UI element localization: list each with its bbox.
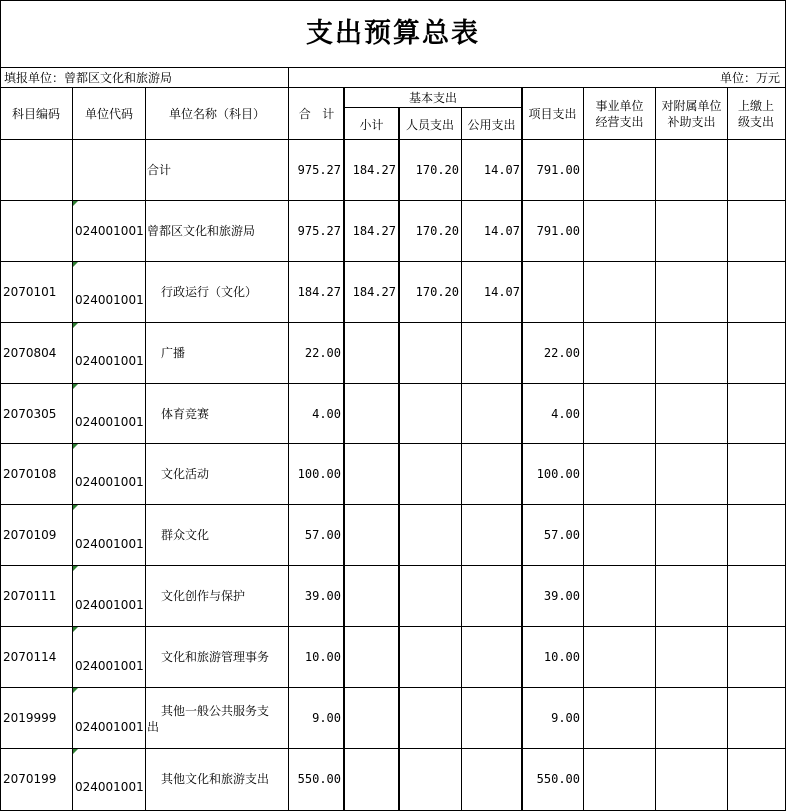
row-unit-code: 024001001 — [75, 659, 144, 673]
row-project: 39.00 — [543, 589, 580, 603]
row-project: 550.00 — [536, 772, 580, 786]
col-line — [145, 87, 146, 811]
title-divider — [0, 67, 786, 68]
col-line — [461, 107, 462, 811]
row-total: 10.00 — [304, 650, 341, 664]
row-personnel: 170.20 — [415, 163, 459, 177]
row-line — [0, 565, 786, 566]
row-total: 4.00 — [312, 407, 341, 421]
col-line-bold — [343, 87, 345, 811]
row-total: 975.27 — [297, 224, 341, 238]
col-line — [583, 87, 584, 811]
header-total: 合 计 — [298, 107, 335, 121]
row-total: 57.00 — [304, 528, 341, 542]
col-line — [288, 87, 289, 811]
row-line — [0, 504, 786, 505]
row-name: 其他文化和旅游支出 — [161, 772, 270, 786]
unit-label: 单位：万元 — [719, 71, 780, 85]
row-name: 文化活动 — [161, 467, 210, 481]
row-code: 2019999 — [3, 711, 57, 725]
header-basic: 基本支出 — [408, 91, 457, 105]
row-line — [0, 322, 786, 323]
row-project: 100.00 — [536, 467, 580, 481]
row-name: 曾都区文化和旅游局 — [147, 224, 256, 238]
row-code: 2070114 — [3, 650, 57, 664]
row-name: 体育竞赛 — [161, 407, 210, 421]
sheet-title: 支出预算总表 — [306, 18, 480, 49]
row-code: 2070804 — [3, 346, 57, 360]
header-subject-code: 科目编码 — [11, 107, 60, 121]
info-divider — [0, 87, 786, 88]
row-code: 2070111 — [3, 589, 57, 603]
basic-header-divider — [344, 107, 522, 108]
row-code: 2070108 — [3, 467, 57, 481]
header-unit-name: 单位名称（科目） — [168, 107, 265, 121]
row-line — [0, 443, 786, 444]
col-line — [655, 87, 656, 811]
cell-marker-icon — [73, 323, 78, 328]
row-line — [0, 626, 786, 627]
row-code: 2070109 — [3, 528, 57, 542]
col-line-bold — [521, 87, 523, 811]
row-name: 广播 — [161, 346, 186, 360]
header-personnel: 人员支出 — [405, 118, 454, 132]
row-total: 184.27 — [297, 285, 341, 299]
row-name-line2: 出 — [147, 720, 160, 734]
info-separator — [288, 67, 289, 87]
row-name-line1: 其他一般公共服务支 — [161, 704, 270, 718]
row-name: 合计 — [147, 163, 172, 177]
row-name: 群众文化 — [161, 528, 210, 542]
row-subtotal: 184.27 — [352, 163, 396, 177]
header-upper-line2: 级支出 — [737, 115, 774, 129]
row-name: 行政运行（文化） — [161, 285, 258, 299]
row-public: 14.07 — [483, 163, 520, 177]
row-line — [0, 748, 786, 749]
row-line — [0, 687, 786, 688]
row-name: 文化创作与保护 — [161, 589, 246, 603]
cell-marker-icon — [73, 262, 78, 267]
row-total: 39.00 — [304, 589, 341, 603]
row-name: 文化和旅游管理事务 — [161, 650, 270, 664]
row-project: 4.00 — [551, 407, 580, 421]
cell-marker-icon — [73, 688, 78, 693]
row-personnel: 170.20 — [415, 285, 459, 299]
row-unit-code: 024001001 — [75, 537, 144, 551]
row-unit-code: 024001001 — [75, 598, 144, 612]
row-public: 14.07 — [483, 285, 520, 299]
row-project: 791.00 — [536, 163, 580, 177]
row-personnel: 170.20 — [415, 224, 459, 238]
header-subsidy-line2: 补助支出 — [667, 115, 716, 129]
row-total: 9.00 — [312, 711, 341, 725]
row-project: 9.00 — [551, 711, 580, 725]
cell-marker-icon — [73, 444, 78, 449]
col-line — [727, 87, 728, 811]
row-unit-code: 024001001 — [75, 354, 144, 368]
row-subtotal: 184.27 — [352, 285, 396, 299]
row-unit-code: 024001001 — [75, 475, 144, 489]
row-line — [0, 200, 786, 201]
row-subtotal: 184.27 — [352, 224, 396, 238]
header-unit-code: 单位代码 — [84, 107, 133, 121]
header-subsidy-line1: 对附属单位 — [661, 99, 722, 113]
col-line — [72, 87, 73, 811]
header-bottom — [0, 139, 786, 140]
row-unit-code: 024001001 — [75, 224, 144, 238]
row-project: 791.00 — [536, 224, 580, 238]
col-line-bold — [398, 107, 400, 811]
row-total: 550.00 — [297, 772, 341, 786]
border-top — [0, 0, 786, 1]
row-total: 100.00 — [297, 467, 341, 481]
row-unit-code: 024001001 — [75, 415, 144, 429]
row-project: 10.00 — [543, 650, 580, 664]
row-line — [0, 261, 786, 262]
header-business-line1: 事业单位 — [595, 99, 644, 113]
header-business-line2: 经营支出 — [595, 115, 644, 129]
row-public: 14.07 — [483, 224, 520, 238]
row-line — [0, 383, 786, 384]
cell-marker-icon — [73, 384, 78, 389]
cell-marker-icon — [73, 566, 78, 571]
border-left — [0, 0, 1, 811]
cell-marker-icon — [73, 749, 78, 754]
row-code: 2070305 — [3, 407, 57, 421]
row-project: 22.00 — [543, 346, 580, 360]
cell-marker-icon — [73, 201, 78, 206]
row-total: 975.27 — [297, 163, 341, 177]
cell-marker-icon — [73, 505, 78, 510]
header-upper-line1: 上缴上 — [737, 99, 774, 113]
row-unit-code: 024001001 — [75, 720, 144, 734]
row-code: 2070199 — [3, 772, 57, 786]
header-subtotal: 小计 — [359, 118, 384, 132]
header-public: 公用支出 — [467, 118, 516, 132]
row-project: 57.00 — [543, 528, 580, 542]
row-unit-code: 024001001 — [75, 293, 144, 307]
row-code: 2070101 — [3, 285, 57, 299]
filing-unit: 填报单位：曾都区文化和旅游局 — [4, 71, 173, 85]
header-project: 项目支出 — [528, 107, 577, 121]
row-unit-code: 024001001 — [75, 780, 144, 794]
cell-marker-icon — [73, 627, 78, 632]
row-total: 22.00 — [304, 346, 341, 360]
